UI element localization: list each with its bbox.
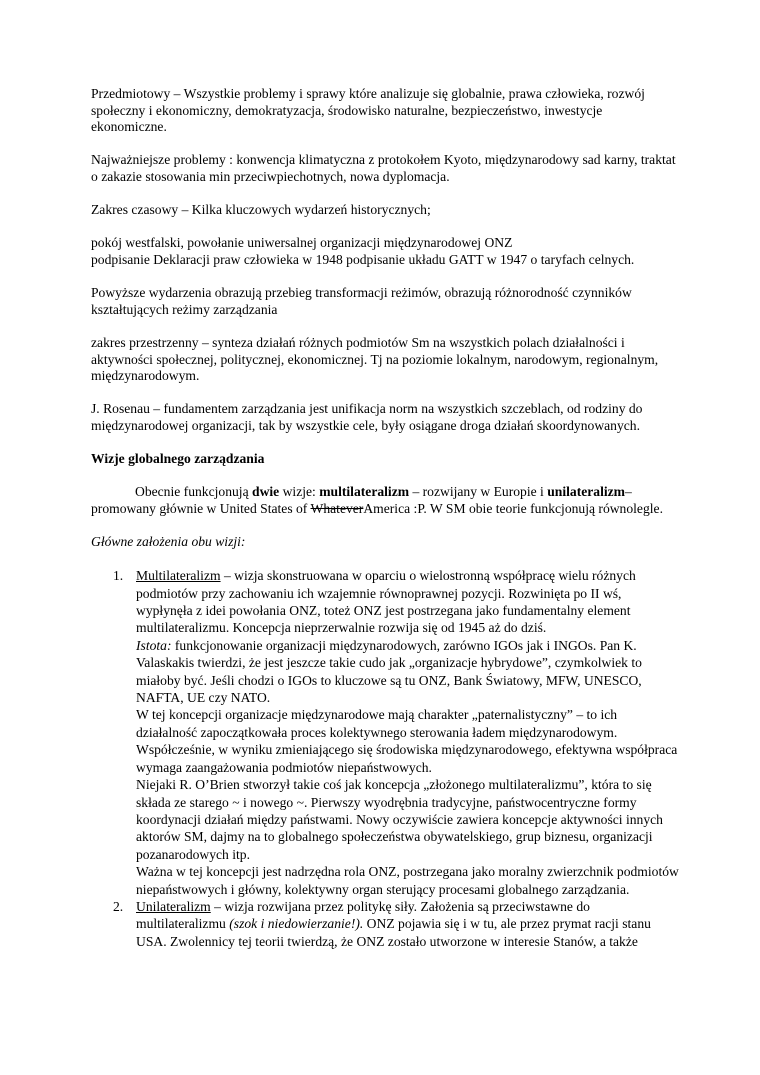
- document-page: [91, 86, 681, 950]
- paragraph-two-visions: [91, 484, 681, 517]
- bold-dwie: dwie: [252, 484, 280, 500]
- list-item-unilateralism: [91, 898, 681, 950]
- list-paragraph: W tej koncepcji organizacje międzynarodowe mają charakter „paternalistyczny” – to ich działalność zapoczątkowała proces kolektywnego sterowania ładem międzynarodowym. Współcześnie, w wyniku zmieniającego się środowiska międzynarodowego, efektywna współpraca wymaga zaangażowania podmiotów niepaństwowych.: [136, 707, 678, 775]
- list-paragraph: Niejaki R. O’Brien stworzył takie coś jak koncepcja „złożonego multilateralizmu”, która to się składa ze starego ~ i nowego ~. Pierwszy wyodrębnia tradycyjne, państwocentryczne formy koordynacji działań między państwami. Nowy oczywiście zawiera koncepcje aktywności innych aktorów SM, dajmy na to globalnego społeczeństwa obywatelskiego, grup biznesu, organizacji pozanarodowych itp.: [136, 777, 663, 862]
- paragraph-subject: Przedmiotowy – Wszystkie problemy i sprawy które analizuje się globalnie, prawa człowieka, rozwój społeczny i ekonomiczny, demokratyzacja, środowisko naturalne, bezpieczeństwo, inwestycje ekonomiczne.: [91, 86, 645, 135]
- text-run: wizje:: [279, 484, 320, 500]
- underlined-term: Multilateralizm: [136, 568, 221, 584]
- paragraph-events-line2: podpisanie Deklaracji praw człowieka w 1948 podpisanie układu GATT w 1947 o taryfach celnych.: [91, 251, 635, 267]
- underlined-term: Unilateralizm: [136, 898, 211, 914]
- list-paragraph: [136, 898, 681, 950]
- list-item-multilateralism: [91, 567, 681, 898]
- italic-text: (szok i niedowierzanie!).: [229, 916, 364, 932]
- strikethrough-text: Whatever: [310, 500, 364, 516]
- bold-multilateralizm: multilateralizm: [319, 484, 410, 500]
- text-run: Obecnie funkcjonują: [135, 484, 253, 500]
- list-paragraph: [136, 637, 681, 707]
- paragraph-rosenau: J. Rosenau – fundamentem zarządzania jest unifikacja norm na wszystkich szczeblach, od rodziny do międzynarodowej organizacji, tak by wszystkie cele, były osiągane droga działań skoordynowanych.: [91, 401, 643, 433]
- text-run: America :P. W SM obie teorie funkcjonują równolegle.: [363, 500, 663, 516]
- italic-label: Istota:: [136, 637, 172, 653]
- text-run: – wizja skonstruowana w oparciu o wielostronną współpracę wielu różnych podmiotów przy zachowaniu ich wzajemnie równoprawnej pozycji. Rozwinięta po II wś, wypłynęła z idei powołania ONZ, toteż ONZ jest postrzegana jako fundamentalny element multilateralizmu. Koncepcja nieprzerwalnie rozwija się od 1945 aż do dziś.: [136, 568, 636, 636]
- text-run: – promowany głównie w United States of: [91, 484, 632, 516]
- numbered-list: [91, 567, 681, 950]
- list-paragraph: [136, 567, 681, 637]
- text-run: – wizja rozwijana przez politykę siły. Założenia są przeciwstawne do multilateralizmu: [136, 898, 590, 932]
- paragraph-time-scope: Zakres czasowy – Kilka kluczowych wydarzeń historycznych;: [91, 202, 431, 218]
- paragraph-key-problems: Najważniejsze problemy : konwencja klimatyczna z protokołem Kyoto, międzynarodowy sad karny, traktat o zakazie stosowania min przeciwpiechotnych, nowa dyplomacja.: [91, 152, 676, 184]
- list-number: 1.: [113, 568, 124, 584]
- paragraph-transformation: Powyższe wydarzenia obrazują przebieg transformacji reżimów, obrazują różnorodność czynników kształtujących reżimy zarządzania: [91, 285, 632, 317]
- text-run: funkcjonowanie organizacji międzynarodowych, zarówno IGOs jak i INGOs. Pan K. Valaskakis twierdzi, że jest jeszcze takie cudo jak „organizacje hybrydowe”, czymkolwiek to miałoby być. Jeśli chodzi o IGOs to kluczowe są tu ONZ, Bank Światowy, MFW, UNESCO, NAFTA, UE czy NATO.: [136, 637, 642, 706]
- paragraph-events-line1: pokój westfalski, powołanie uniwersalnej organizacji międzynarodowej ONZ: [91, 235, 513, 251]
- text-run: – rozwijany w Europie i: [409, 484, 548, 500]
- list-number: 2.: [113, 898, 124, 914]
- bold-unilateralizm: unilateralizm: [547, 484, 626, 500]
- paragraph-main-assumptions: Główne założenia obu wizji:: [91, 534, 246, 550]
- text-run: ONZ pojawia się i w tu, ale przez prymat racji stanu USA. Zwolennicy tej teorii twierdzą, że ONZ zostało utworzone w interesie Stanów, a także: [136, 916, 651, 949]
- list-paragraph: Ważna w tej koncepcji jest nadrzędna rola ONZ, postrzegana jako moralny zwierzchnik podmiotów niepaństwowych i główny, kolektywny organ sterujący procesami globalnego zarządzania.: [136, 864, 679, 897]
- section-heading: Wizje globalnego zarządzania: [91, 451, 265, 467]
- paragraph-spatial-scope: zakres przestrzenny – synteza działań różnych podmiotów Sm na wszystkich polach działalności i aktywności społecznej, politycznej, ekonomicznej. Tj na poziomie lokalnym, narodowym, regionalnym, międzynarodowym.: [91, 334, 659, 384]
